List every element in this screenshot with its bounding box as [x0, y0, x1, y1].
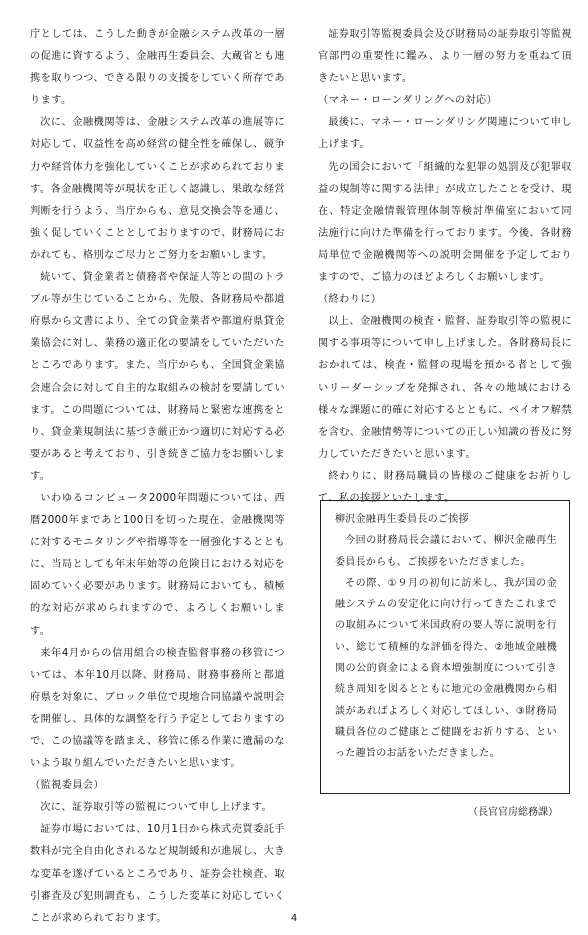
- paragraph: （マネー・ローンダリングへの対応）: [318, 95, 498, 107]
- sidebar-box: [320, 500, 570, 794]
- paragraph: 終わりに、財務局職員の皆様のご健康をお祈りして、私の挨拶といたします。: [318, 470, 572, 504]
- paragraph: 以上、金融機関の検査・監督、証券取引等の監視に関する事項等について申し上げました。各財務局長におかれては、検査・監督の現場を預かる者として強いリーダーシップを発揮され、各々の地域における様々な課題に的確に対応するとともに、ペイオフ解禁を含む、金融情勢等についての正しい知識の普及に努力していただきたいと思います。: [318, 316, 572, 460]
- paragraph: 続いて、貸金業者と債務者や保証人等との間のトラブル等が生じていることから、先般、各財務局や都道府県から文書により、全ての貸金業者や都道府県貸金業協会に対し、業務の適正化の要請をしていただいたところであります。また、当庁からも、全国貸金業協会連合会に対して自主的な取組みの検討を要請しています。この問題については、財務局と緊密な連携をとり、貸金業規制法に基づき厳正かつ適切に対応する必要があると考えており、引き続きご協力をお願いします。: [30, 272, 285, 482]
- right-column: [318, 24, 572, 510]
- paragraph: 次に、証券取引等の監視について申し上げます。: [40, 802, 273, 814]
- paragraph: 先の国会において「組織的な犯罪の処罰及び犯罪収益の規制等に関する法律」が成立したことを受け、現在、特定金融情報管理体制等検討準備室において同法施行に向けた準備を行っております。今後、各財務局単位で金融機関等への説明会開催を予定しておりますので、ご協力のほどよろしくお願いします。: [318, 161, 572, 284]
- box-paragraph: 今回の財務局長会議において、柳沢金融再生委員長からも、ご挨拶をいただきました。: [335, 535, 557, 568]
- paragraph: 庁としては、こうした動きが金融システム改革の一層の促進に資するよう、金融再生委員会、大蔵省とも連携を取りつつ、できる限りの支援をしていく所存であります。: [30, 29, 285, 107]
- paragraph: （監視委員会）: [30, 780, 105, 792]
- paragraph: 来年4月からの信用組合の検査監督事務の移管については、本年10月以降、財務局、財務事務所と都道府県を対象に、ブロック単位で現地合同協議や説明会を開催し、具体的な調整を行う予定としておりますので、この協議等を踏まえ、移管に係る作業に遺漏のないよう取り組んでいただきたいと思います。: [30, 647, 285, 770]
- left-column: [30, 24, 285, 930]
- box-body: [335, 530, 557, 764]
- paragraph: 証券取引等監視委員会及び財務局の証券取引等監視官部門の重要性に鑑み、より一層の努力を重ねて頂きたいと思います。: [318, 29, 572, 85]
- paragraph: いわゆるコンピュータ2000年問題については、西暦2000年まであと100日を切った現在、金融機関等に対するモニタリングや指導等を一層強化するとともに、当局としても年末年始等の危険日における対応を固めていく必要があります。財務局においても、積極的な対応が求められますので、よろしくお願いします。: [30, 492, 285, 637]
- paragraph: 次に、金融機関等は、金融システム改革の進展等に対応して、収益性を高め経営の健全性を確保し、競争力や経営体力を強化していくことが求められております。各金融機関等が現状を正しく認識し、果敢な経営判断を行うよう、当庁からも、意見交換会等を通じ、強く促していくこととしておりますので、財務局におかれても、格別なご尽力とご努力をお願いします。: [30, 117, 285, 261]
- box-title: 柳沢金融再生委員長のご挨拶: [335, 514, 469, 525]
- paragraph: 最後に、マネー・ローンダリング関連について申し上げます。: [318, 117, 572, 151]
- source-note: （長官官房総務課）: [468, 807, 558, 818]
- paragraph: （終わりに）: [318, 294, 382, 306]
- box-paragraph: その際、①９月の初旬に訪米し、我が国の金融システムの安定化に向け行ってきたこれまでの取組みについて米国政府の要人等に説明を行い、総じて積極的な評価を得た、②地域金融機関の公的資金による資本増強制度について引き続き周知を図るとともに地元の金融機関から相談があればよろしく対応してほしい、③財務局職員各位のご健康とご健闘をお祈りする、といった趣旨のお話をいただきました。: [335, 577, 557, 760]
- paragraph: 証券市場においては、10月1日から株式売買委託手数料が完全自由化されるなど規制緩和が進展し、大きな変革を遂げているところであり、証券会社検査、取引審査及び犯則調査も、こうした変革に対応していくことが求められております。: [30, 824, 285, 924]
- page-number: 4: [290, 913, 298, 924]
